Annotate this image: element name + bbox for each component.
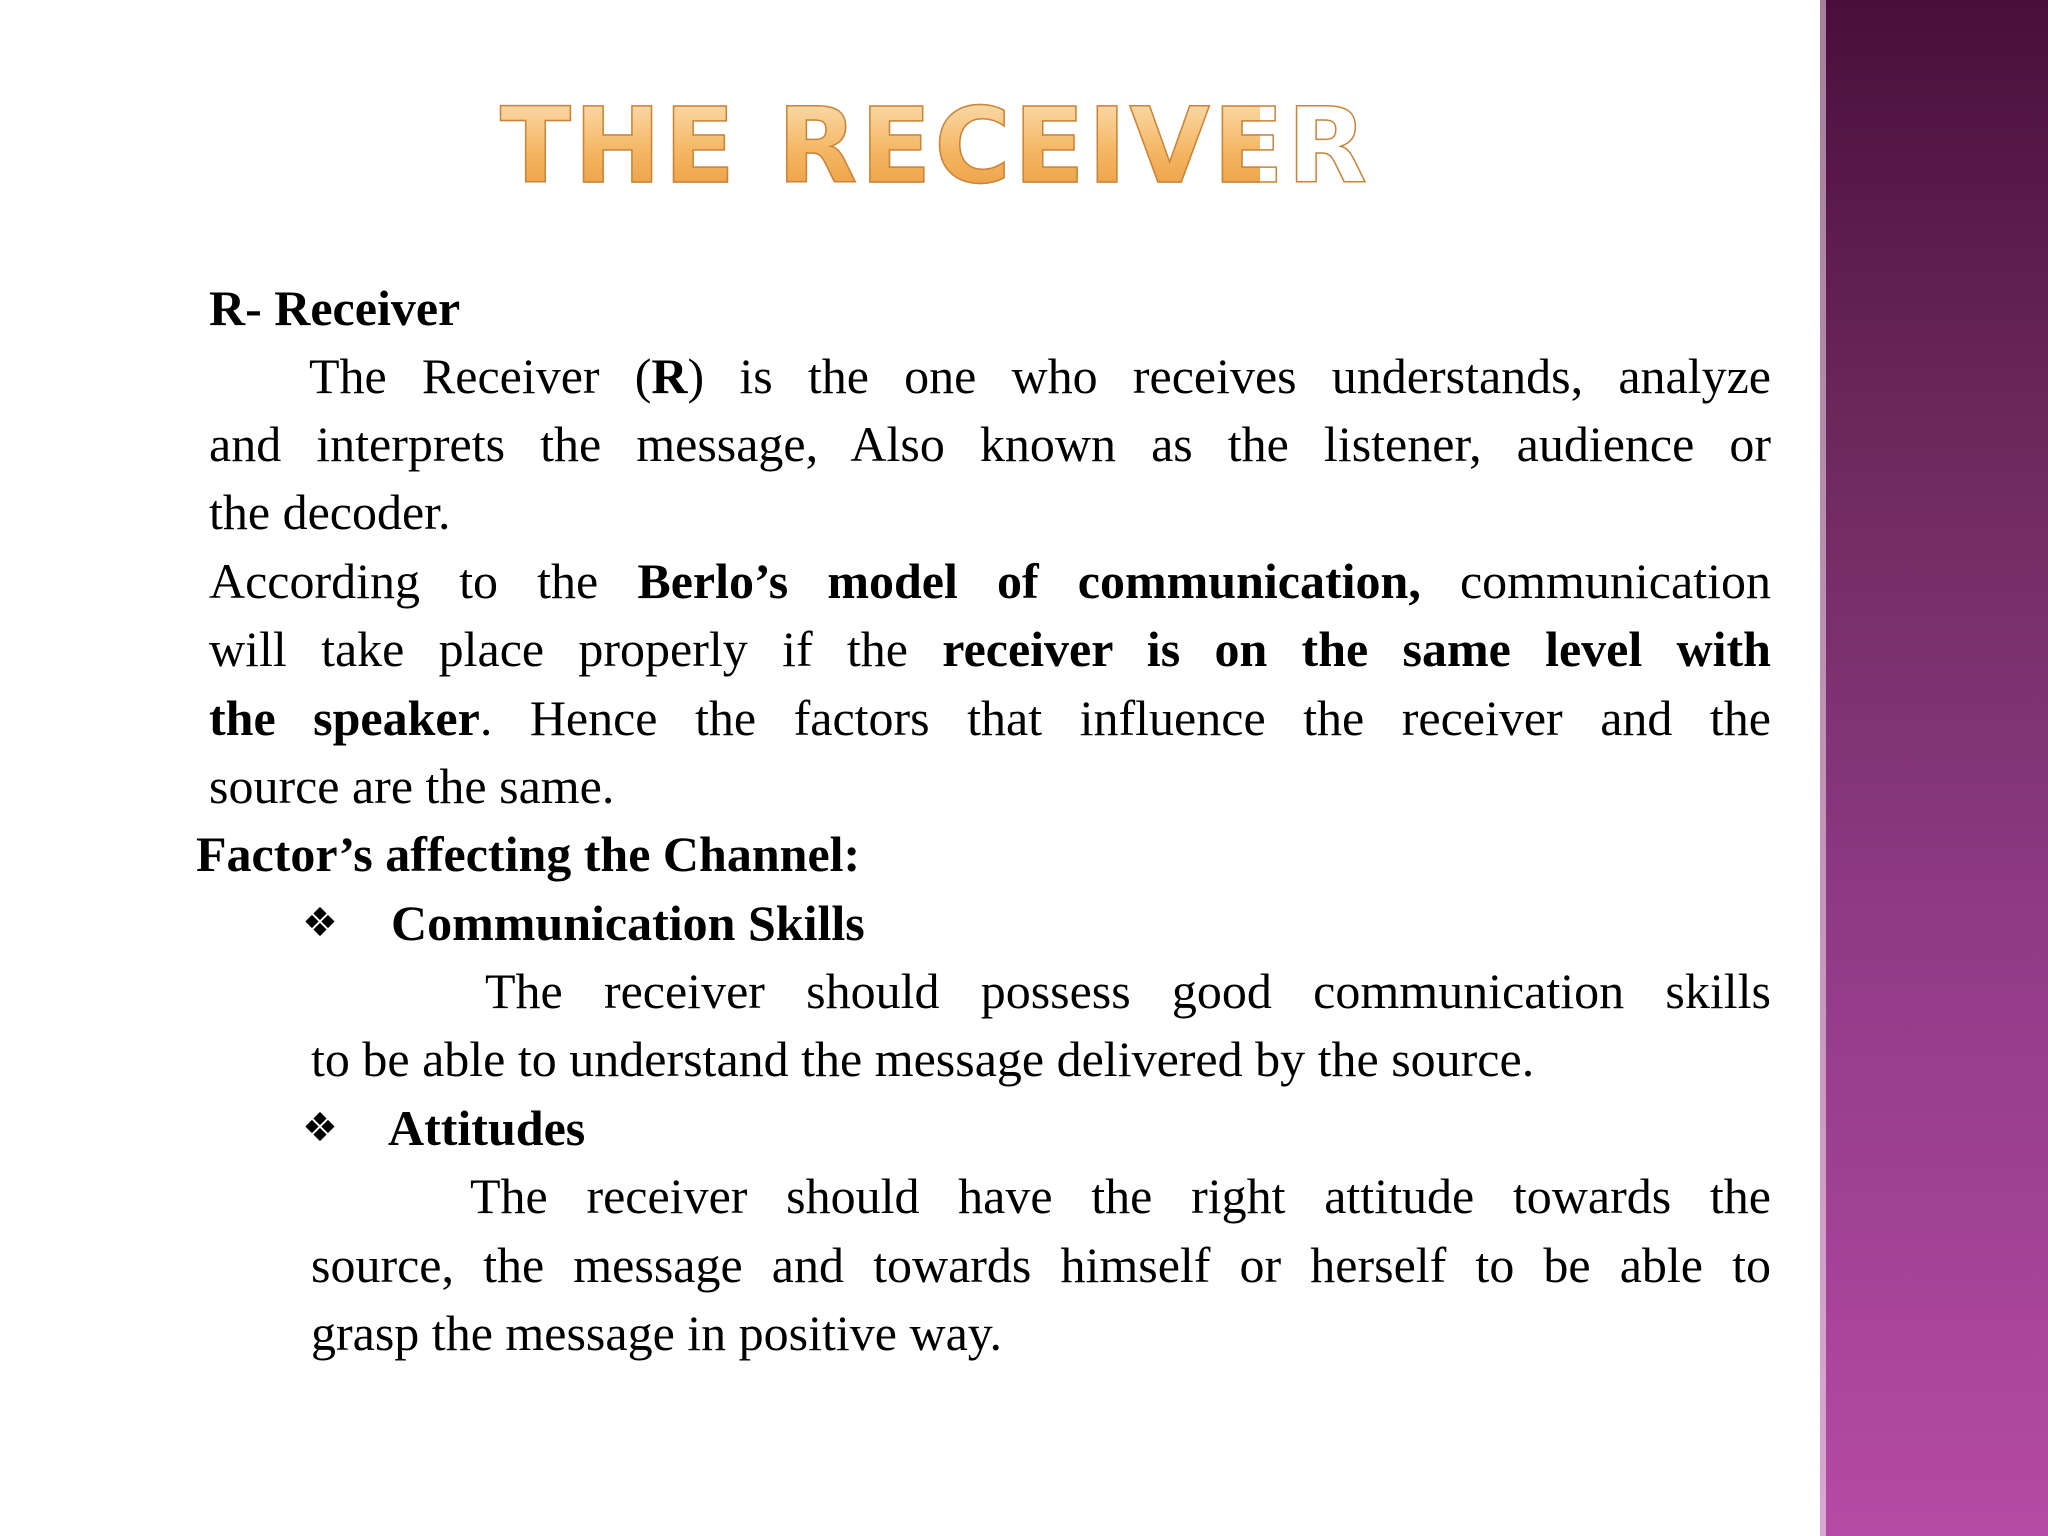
berlo-line-2 [209,615,1771,684]
berlo-text: According to the [209,553,638,609]
berlo-line-1 [209,547,1771,616]
definition-text: ) is the one who receives understands, analyze [687,348,1771,404]
factor-title-communication-skills: Communication Skills [391,895,865,951]
factor-2-line-2: source, the message and towards himself or herself to be able to [311,1237,1771,1293]
definition-text: The Receiver ( [309,348,652,404]
factor-1-line-1: The receiver should possess good communication skills [485,963,1771,1019]
berlo-text: . Hence the factors that influence the receiver and the [479,690,1771,746]
definition-line-1 [309,342,1771,411]
slide-title: THE RECEIVER [500,85,1371,207]
side-band-decoration [1826,0,2048,1536]
berlo-line-4: source are the same. [209,758,615,814]
factor-1-line-2: to be able to understand the message delivered by the source. [311,1031,1535,1087]
berlo-model-bold: Berlo’s model of communication, [637,553,1421,609]
berlo-speaker-bold: the speaker [209,690,480,746]
factors-heading: Factor’s affecting the Channel: [196,826,861,882]
berlo-line-3 [209,684,1771,753]
berlo-text: communication [1420,553,1771,609]
berlo-level-bold: receiver is on the same level with [942,621,1771,677]
diamond-bullet-icon: ❖ [302,900,338,946]
definition-bold-r: R [651,348,688,404]
definition-line-3: the decoder. [209,484,451,540]
factor-2-line-1: The receiver should have the right attitude towards the [470,1168,1771,1224]
factor-title-attitudes: Attitudes [388,1100,586,1156]
section-heading: R- Receiver [209,280,461,336]
factor-2-line-3: grasp the message in positive way. [311,1305,1003,1361]
definition-line-2: and interprets the message, Also known as the listener, audience or [209,416,1771,472]
berlo-text: will take place properly if the [209,621,943,677]
diamond-bullet-icon: ❖ [302,1105,338,1151]
